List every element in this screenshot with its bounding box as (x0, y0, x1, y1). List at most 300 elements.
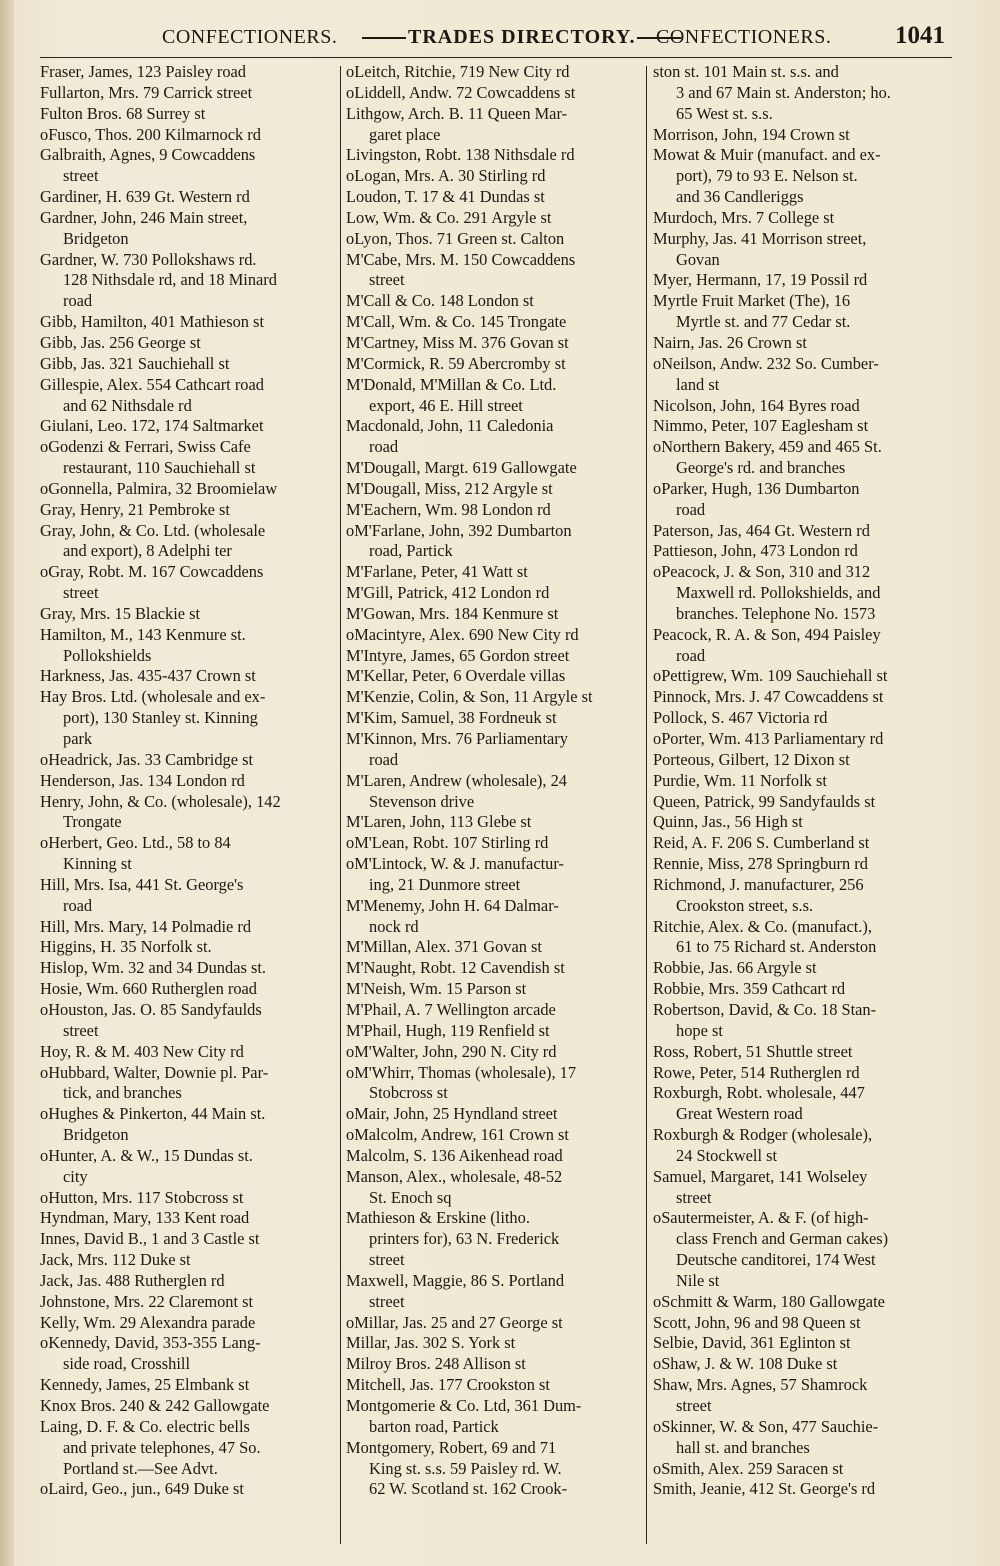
entry-line: Laing, D. F. & Co. electric bells (40, 1416, 250, 1436)
directory-entry (653, 958, 945, 979)
directory-entry (653, 145, 945, 208)
entry-line: Paterson, Jas, 464 Gt. Western rd (653, 520, 870, 540)
directory-entry (40, 562, 332, 604)
directory-entry (653, 354, 945, 396)
entry-line: ston st. 101 Main st. s.s. and (653, 62, 839, 81)
directory-entry (40, 937, 332, 958)
entry-line: Johnstone, Mrs. 22 Claremont st (40, 1291, 254, 1311)
directory-entry (346, 625, 638, 646)
directory-entry (40, 437, 332, 479)
entry-continuation-line: branches. Telephone No. 1573 (676, 603, 876, 623)
entry-continuation-line: road (63, 895, 93, 915)
directory-entry (346, 1375, 638, 1396)
directory-entry (653, 1354, 945, 1375)
directory-entry (40, 1229, 332, 1250)
directory-entry (653, 1459, 945, 1480)
entry-continuation-line: export, 46 E. Hill street (369, 395, 523, 415)
entry-line: Roxburgh & Rodger (wholesale), (653, 1125, 873, 1145)
entry-line: Kennedy, James, 25 Elmbank st (40, 1375, 250, 1395)
entry-continuation-line: George's rd. and branches (676, 458, 846, 478)
directory-entry (40, 312, 332, 333)
column-divider-2 (646, 66, 647, 1544)
entry-line: Millar, Jas. 302 S. York st (346, 1333, 516, 1353)
entry-continuation-line: street (676, 1396, 712, 1415)
directory-entry (346, 1438, 638, 1501)
entry-line: oPeacock, J. & Son, 310 and 312 (653, 562, 871, 582)
directory-entry (40, 145, 332, 187)
page-binding-edge (0, 0, 14, 1566)
directory-entry (653, 333, 945, 354)
entry-line: M'Phail, Hugh, 119 Renfield st (346, 1020, 550, 1040)
entry-line: M'Kinnon, Mrs. 76 Parliamentary (346, 729, 568, 748)
entry-line: Peacock, R. A. & Son, 494 Paisley (653, 624, 881, 644)
entry-continuation-line: printers for), 63 N. Frederick (369, 1229, 560, 1249)
directory-entry (346, 1125, 638, 1146)
directory-entry (40, 125, 332, 146)
directory-entry (40, 750, 332, 771)
entry-line: Harkness, Jas. 435-437 Crown st (40, 666, 256, 686)
entry-line: Gardner, John, 246 Main street, (40, 207, 248, 227)
entry-continuation-line: 24 Stockwell st (676, 1145, 778, 1165)
entry-line: Myrtle Fruit Market (The), 16 (653, 291, 851, 311)
directory-entry (346, 1146, 638, 1167)
directory-entry (346, 1021, 638, 1042)
directory-column-1 (40, 62, 332, 1500)
entry-continuation-line: road (676, 645, 706, 665)
directory-entry (346, 145, 638, 166)
entry-line: Mowat & Muir (manufact. and ex- (653, 145, 881, 165)
entry-line: oLiddell, Andw. 72 Cowcaddens st (346, 82, 576, 102)
directory-entry (346, 1042, 638, 1063)
entry-line: oHubbard, Walter, Downie pl. Par- (40, 1062, 269, 1082)
entry-line: Scott, John, 96 and 98 Queen st (653, 1312, 861, 1332)
directory-entry (346, 646, 638, 667)
directory-entry (653, 771, 945, 792)
entry-line: Macdonald, John, 11 Caledonia (346, 416, 554, 436)
entry-continuation-line: and export), 8 Adelphi ter (63, 541, 232, 561)
directory-entry (40, 1479, 332, 1500)
entry-line: Nicolson, John, 164 Byres road (653, 395, 860, 415)
entry-line: Smith, Jeanie, 412 St. George's rd (653, 1479, 876, 1499)
entry-line: oSchmitt & Warm, 180 Gallowgate (653, 1291, 885, 1311)
entry-line: Pollock, S. 467 Victoria rd (653, 708, 828, 728)
directory-entry (653, 270, 945, 291)
entry-line: Kelly, Wm. 29 Alexandra parade (40, 1312, 256, 1332)
directory-entry (40, 1000, 332, 1042)
entry-line: Reid, A. F. 206 S. Cumberland st (653, 833, 870, 853)
entry-continuation-line: Maxwell rd. Pollokshields, and (676, 583, 881, 603)
directory-entry (40, 500, 332, 521)
entry-line: Loudon, T. 17 & 41 Dundas st (346, 187, 545, 207)
directory-entry (346, 1063, 638, 1105)
directory-entry (653, 708, 945, 729)
entry-continuation-line: road (369, 749, 399, 769)
entry-line: Hoy, R. & M. 403 New City rd (40, 1041, 244, 1061)
entry-continuation-line: street (676, 1187, 712, 1207)
entry-line: Montgomery, Robert, 69 and 71 (346, 1437, 557, 1457)
entry-line: oMair, John, 25 Hyndland street (346, 1104, 558, 1124)
entry-line: Purdie, Wm. 11 Norfolk st (653, 770, 827, 790)
entry-line: oLogan, Mrs. A. 30 Stirling rd (346, 166, 546, 186)
directory-entry (653, 562, 945, 625)
entry-line: Gray, Henry, 21 Pembroke st (40, 499, 230, 519)
header-rule (40, 57, 952, 58)
entry-line: Hosie, Wm. 660 Rutherglen road (40, 979, 257, 999)
directory-entry (653, 666, 945, 687)
entry-line: oM'Lintock, W. & J. manufactur- (346, 854, 564, 874)
directory-entry (346, 666, 638, 687)
entry-line: M'Kenzie, Colin, & Son, 11 Argyle st (346, 687, 593, 707)
entry-continuation-line: Deutsche canditorei, 174 West (676, 1250, 876, 1270)
directory-entry (653, 291, 945, 333)
directory-entry (40, 1208, 332, 1229)
directory-entry (653, 1042, 945, 1063)
entry-line: Low, Wm. & Co. 291 Argyle st (346, 207, 552, 227)
entry-line: Hislop, Wm. 32 and 34 Dundas st. (40, 958, 266, 978)
directory-entry (653, 687, 945, 708)
entry-line: Robbie, Mrs. 359 Cathcart rd (653, 979, 846, 999)
directory-entry (40, 771, 332, 792)
entry-line: oSautermeister, A. & F. (of high- (653, 1208, 869, 1228)
entry-line: Quinn, Jas., 56 High st (653, 812, 803, 832)
entry-line: Rennie, Miss, 278 Springburn rd (653, 854, 868, 874)
directory-entry (653, 1208, 945, 1291)
entry-line: Hyndman, Mary, 133 Kent road (40, 1208, 250, 1228)
entry-line: Malcolm, S. 136 Aikenhead road (346, 1145, 563, 1165)
entry-line: oPorter, Wm. 413 Parliamentary rd (653, 729, 884, 748)
directory-entry (346, 291, 638, 312)
directory-entry (346, 729, 638, 771)
entry-line: Samuel, Margaret, 141 Wolseley (653, 1166, 868, 1186)
entry-continuation-line: port), 130 Stanley st. Kinning (63, 708, 258, 728)
entry-line: Myer, Hermann, 17, 19 Possil rd (653, 270, 868, 290)
entry-continuation-line: street (369, 270, 405, 290)
entry-continuation-line: Crookston street, s.s. (676, 895, 814, 915)
directory-entry (40, 333, 332, 354)
entry-line: Hill, Mrs. Mary, 14 Polmadie rd (40, 916, 252, 936)
directory-entry (653, 1479, 945, 1500)
entry-line: Hill, Mrs. Isa, 441 St. George's (40, 874, 244, 894)
entry-line: Nairn, Jas. 26 Crown st (653, 332, 807, 352)
directory-entry (653, 1292, 945, 1313)
entry-line: oHouston, Jas. O. 85 Sandyfaulds (40, 999, 262, 1019)
directory-column-3 (653, 62, 945, 1500)
directory-entry (653, 1063, 945, 1084)
entry-line: oM'Whirr, Thomas (wholesale), 17 (346, 1062, 577, 1082)
entry-line: Hamilton, M., 143 Kenmure st. (40, 624, 246, 644)
entry-line: Manson, Alex., wholesale, 48-52 (346, 1166, 563, 1186)
directory-entry (346, 312, 638, 333)
directory-entry (40, 62, 332, 83)
entry-continuation-line: nock rd (369, 916, 419, 936)
entry-continuation-line: Trongate (63, 812, 122, 832)
entry-continuation-line: city (63, 1166, 88, 1186)
entry-continuation-line: Great Western road (676, 1104, 803, 1124)
entry-line: M'Neish, Wm. 15 Parson st (346, 979, 527, 999)
entry-line: oNorthern Bakery, 459 and 465 St. (653, 437, 882, 457)
directory-entry (653, 1125, 945, 1167)
directory-entry (40, 958, 332, 979)
entry-continuation-line: garet place (369, 124, 441, 144)
entry-continuation-line: hall st. and branches (676, 1437, 810, 1457)
directory-entry (346, 958, 638, 979)
entry-continuation-line: King st. s.s. 59 Paisley rd. W. (369, 1458, 562, 1478)
entry-line: M'Kim, Samuel, 38 Fordneuk st (346, 708, 557, 728)
entry-line: M'Dougall, Margt. 619 Gallowgate (346, 458, 577, 478)
entry-line: Innes, David B., 1 and 3 Castle st (40, 1229, 260, 1249)
directory-entry (40, 521, 332, 563)
entry-line: M'Millan, Alex. 371 Govan st (346, 937, 542, 957)
entry-line: M'Gowan, Mrs. 184 Kenmure st (346, 603, 559, 623)
entry-continuation-line: 3 and 67 Main st. Anderston; ho. (676, 82, 891, 102)
directory-entry (40, 917, 332, 938)
entry-continuation-line: street (63, 166, 99, 186)
entry-line: oHeadrick, Jas. 33 Cambridge st (40, 749, 254, 769)
entry-line: Morrison, John, 194 Crown st (653, 124, 850, 144)
entry-line: Galbraith, Agnes, 9 Cowcaddens (40, 145, 256, 165)
directory-entry (346, 1354, 638, 1375)
directory-entry (40, 1292, 332, 1313)
entry-line: M'Laren, Andrew (wholesale), 24 (346, 770, 567, 790)
directory-entry (346, 83, 638, 104)
directory-entry (40, 1417, 332, 1480)
directory-entry (346, 562, 638, 583)
entry-line: M'Laren, John, 113 Glebe st (346, 812, 532, 832)
entry-line: Gardner, W. 730 Pollokshaws rd. (40, 249, 257, 269)
directory-entry (346, 979, 638, 1000)
page-header (40, 22, 952, 56)
entry-line: Ross, Robert, 51 Shuttle street (653, 1041, 853, 1061)
directory-entry (346, 166, 638, 187)
directory-entry (653, 979, 945, 1000)
entry-line: oM'Lean, Robt. 107 Stirling rd (346, 833, 549, 853)
entry-continuation-line: hope st (676, 1020, 723, 1040)
entry-line: M'Donald, M'Millan & Co. Ltd. (346, 374, 557, 394)
entry-line: Livingston, Robt. 138 Nithsdale rd (346, 145, 575, 165)
entry-continuation-line: and 36 Candleriggs (676, 187, 804, 207)
entry-continuation-line: Nile st (676, 1270, 720, 1290)
entry-continuation-line: St. Enoch sq (369, 1187, 452, 1207)
directory-entry (40, 1250, 332, 1271)
directory-entry (653, 229, 945, 271)
entry-line: Murdoch, Mrs. 7 College st (653, 207, 835, 227)
entry-line: Gray, Mrs. 15 Blackie st (40, 603, 201, 623)
directory-entry (346, 1333, 638, 1354)
entry-line: Ritchie, Alex. & Co. (manufact.), (653, 916, 872, 936)
entry-line: Milroy Bros. 248 Allison st (346, 1354, 526, 1374)
entry-line: Fraser, James, 123 Paisley road (40, 62, 247, 81)
directory-entry (346, 1271, 638, 1313)
directory-entry (653, 792, 945, 813)
directory-entry (346, 1396, 638, 1438)
entry-line: Jack, Mrs. 112 Duke st (40, 1250, 191, 1270)
entry-continuation-line: 61 to 75 Richard st. Anderston (676, 937, 877, 957)
directory-entry (346, 833, 638, 854)
directory-entry (653, 521, 945, 542)
entry-continuation-line: land st (676, 374, 720, 394)
entry-line: Murphy, Jas. 41 Morrison street, (653, 228, 867, 248)
directory-entry (653, 1313, 945, 1334)
entry-line: Gibb, Hamilton, 401 Mathieson st (40, 312, 264, 332)
entry-line: Shaw, Mrs. Agnes, 57 Shamrock (653, 1375, 868, 1395)
entry-line: Robertson, David, & Co. 18 Stan- (653, 999, 877, 1019)
entry-continuation-line: road (676, 499, 706, 519)
directory-entry (653, 625, 945, 667)
directory-entry (653, 1000, 945, 1042)
directory-entry (653, 1375, 945, 1417)
entry-continuation-line: street (63, 583, 99, 603)
entry-line: M'Farlane, Peter, 41 Watt st (346, 562, 528, 582)
directory-entry (40, 1333, 332, 1375)
entry-continuation-line: barton road, Partick (369, 1416, 499, 1436)
entry-line: oSkinner, W. & Son, 477 Sauchie- (653, 1416, 879, 1436)
entry-line: oM'Farlane, John, 392 Dumbarton (346, 520, 572, 540)
directory-entry (346, 1104, 638, 1125)
entry-continuation-line: road (369, 437, 399, 457)
entry-continuation-line: 65 West st. s.s. (676, 103, 773, 123)
directory-entry (40, 792, 332, 834)
entry-line: oGonnella, Palmira, 32 Broomielaw (40, 478, 278, 498)
directory-entry (40, 250, 332, 313)
directory-entry (40, 604, 332, 625)
entry-line: M'Menemy, John H. 64 Dalmar- (346, 895, 559, 915)
entry-line: Jack, Jas. 488 Rutherglen rd (40, 1270, 225, 1290)
entry-continuation-line: Portland st.—See Advt. (63, 1458, 218, 1478)
entry-continuation-line: Pollokshields (63, 645, 152, 665)
entry-continuation-line: port), 79 to 93 E. Nelson st. (676, 166, 858, 186)
header-center-title (360, 26, 683, 49)
entry-line: Gardiner, H. 639 Gt. Western rd (40, 187, 250, 207)
entry-line: Mathieson & Erskine (litho. (346, 1208, 530, 1228)
directory-entry (346, 1313, 638, 1334)
directory-entry (40, 1042, 332, 1063)
column-divider-1 (340, 66, 341, 1544)
directory-entry (346, 375, 638, 417)
entry-line: Roxburgh, Robt. wholesale, 447 (653, 1083, 865, 1103)
directory-entry (346, 479, 638, 500)
directory-entry (40, 208, 332, 250)
directory-entry (653, 1083, 945, 1125)
directory-entry (346, 771, 638, 813)
directory-entry (653, 1167, 945, 1209)
entry-continuation-line: side road, Crosshill (63, 1354, 191, 1374)
directory-entry (40, 104, 332, 125)
directory-entry (40, 1063, 332, 1105)
entry-line: oLeitch, Ritchie, 719 New City rd (346, 62, 570, 81)
entry-line: Pattieson, John, 473 London rd (653, 541, 858, 561)
directory-entry (653, 917, 945, 959)
directory-entry (40, 479, 332, 500)
entry-continuation-line: class French and German cakes) (676, 1229, 889, 1249)
entry-line: oSmith, Alex. 259 Saracen st (653, 1458, 844, 1478)
directory-entry (653, 437, 945, 479)
directory-entry (653, 541, 945, 562)
directory-entry (346, 812, 638, 833)
header-left-title: CONFECTIONERS. (162, 26, 338, 48)
entry-line: Gibb, Jas. 321 Sauchiehall st (40, 353, 230, 373)
entry-line: Rowe, Peter, 514 Rutherglen rd (653, 1062, 860, 1082)
entry-continuation-line: street (369, 1250, 405, 1270)
directory-entry (653, 812, 945, 833)
page-number: 1041 (895, 22, 945, 49)
entry-line: Higgins, H. 35 Norfolk st. (40, 937, 212, 957)
entry-line: oGray, Robt. M. 167 Cowcaddens (40, 562, 264, 582)
entry-continuation-line: 62 W. Scotland st. 162 Crook- (369, 1479, 568, 1499)
entry-line: Lithgow, Arch. B. 11 Queen Mar- (346, 103, 568, 123)
entry-line: oKennedy, David, 353-355 Lang- (40, 1333, 261, 1353)
entry-line: oMacintyre, Alex. 690 New City rd (346, 624, 579, 644)
entry-line: M'Cabe, Mrs. M. 150 Cowcaddens (346, 249, 576, 269)
directory-entry (346, 687, 638, 708)
entry-line: oHunter, A. & W., 15 Dundas st. (40, 1145, 253, 1165)
entry-line: oParker, Hugh, 136 Dumbarton (653, 478, 860, 498)
entry-line: oGodenzi & Ferrari, Swiss Cafe (40, 437, 251, 457)
entry-continuation-line: and private telephones, 47 So. (63, 1437, 261, 1457)
header-center-text: TRADES DIRECTORY. (408, 26, 636, 48)
entry-line: Hay Bros. Ltd. (wholesale and ex- (40, 687, 266, 707)
directory-entry (40, 1104, 332, 1146)
header-dash-left (362, 37, 406, 39)
entry-line: Porteous, Gilbert, 12 Dixon st (653, 749, 850, 769)
entry-continuation-line: Bridgeton (63, 1125, 129, 1145)
entry-continuation-line: Bridgeton (63, 228, 129, 248)
directory-entry (40, 687, 332, 750)
directory-entry (40, 875, 332, 917)
entry-line: oLyon, Thos. 71 Green st. Calton (346, 228, 565, 248)
directory-entry (346, 708, 638, 729)
entry-line: M'Intyre, James, 65 Gordon street (346, 645, 570, 665)
directory-entry (346, 354, 638, 375)
entry-line: Robbie, Jas. 66 Argyle st (653, 958, 817, 978)
directory-entry (346, 229, 638, 250)
directory-entry (346, 458, 638, 479)
directory-entry (40, 979, 332, 1000)
entry-line: M'Phail, A. 7 Wellington arcade (346, 999, 556, 1019)
entry-line: Richmond, J. manufacturer, 256 (653, 874, 864, 894)
entry-line: Mitchell, Jas. 177 Crookston st (346, 1375, 550, 1395)
directory-entry (346, 187, 638, 208)
directory-entry (346, 1208, 638, 1271)
entry-line: oHughes & Pinkerton, 44 Main st. (40, 1104, 266, 1124)
entry-continuation-line: Govan (676, 249, 720, 269)
entry-line: oFusco, Thos. 200 Kilmarnock rd (40, 124, 261, 144)
directory-entry (346, 521, 638, 563)
entry-line: Gray, John, & Co. Ltd. (wholesale (40, 520, 266, 540)
entry-line: oM'Walter, John, 290 N. City rd (346, 1041, 557, 1061)
directory-entry (653, 62, 945, 125)
entry-line: oLaird, Geo., jun., 649 Duke st (40, 1479, 244, 1499)
entry-line: M'Eachern, Wm. 98 London rd (346, 499, 551, 519)
directory-entry (653, 729, 945, 750)
entry-continuation-line: and 62 Nithsdale rd (63, 395, 192, 415)
directory-entry (40, 1375, 332, 1396)
directory-entry (346, 1167, 638, 1209)
directory-entry (346, 208, 638, 229)
directory-entry (653, 1417, 945, 1459)
entry-line: oShaw, J. & W. 108 Duke st (653, 1354, 838, 1374)
directory-entry (40, 625, 332, 667)
directory-entry (346, 62, 638, 83)
entry-line: Knox Bros. 240 & 242 Gallowgate (40, 1396, 270, 1415)
directory-entry (40, 1396, 332, 1417)
entry-continuation-line: Myrtle st. and 77 Cedar st. (676, 312, 851, 332)
header-right-title: CONFECTIONERS. (656, 26, 832, 48)
directory-entry (40, 1271, 332, 1292)
directory-entry (40, 187, 332, 208)
entry-line: M'Cormick, R. 59 Abercromby st (346, 353, 566, 373)
entry-line: oHutton, Mrs. 117 Stobcross st (40, 1187, 244, 1207)
entry-line: Henry, John, & Co. (wholesale), 142 (40, 791, 281, 811)
